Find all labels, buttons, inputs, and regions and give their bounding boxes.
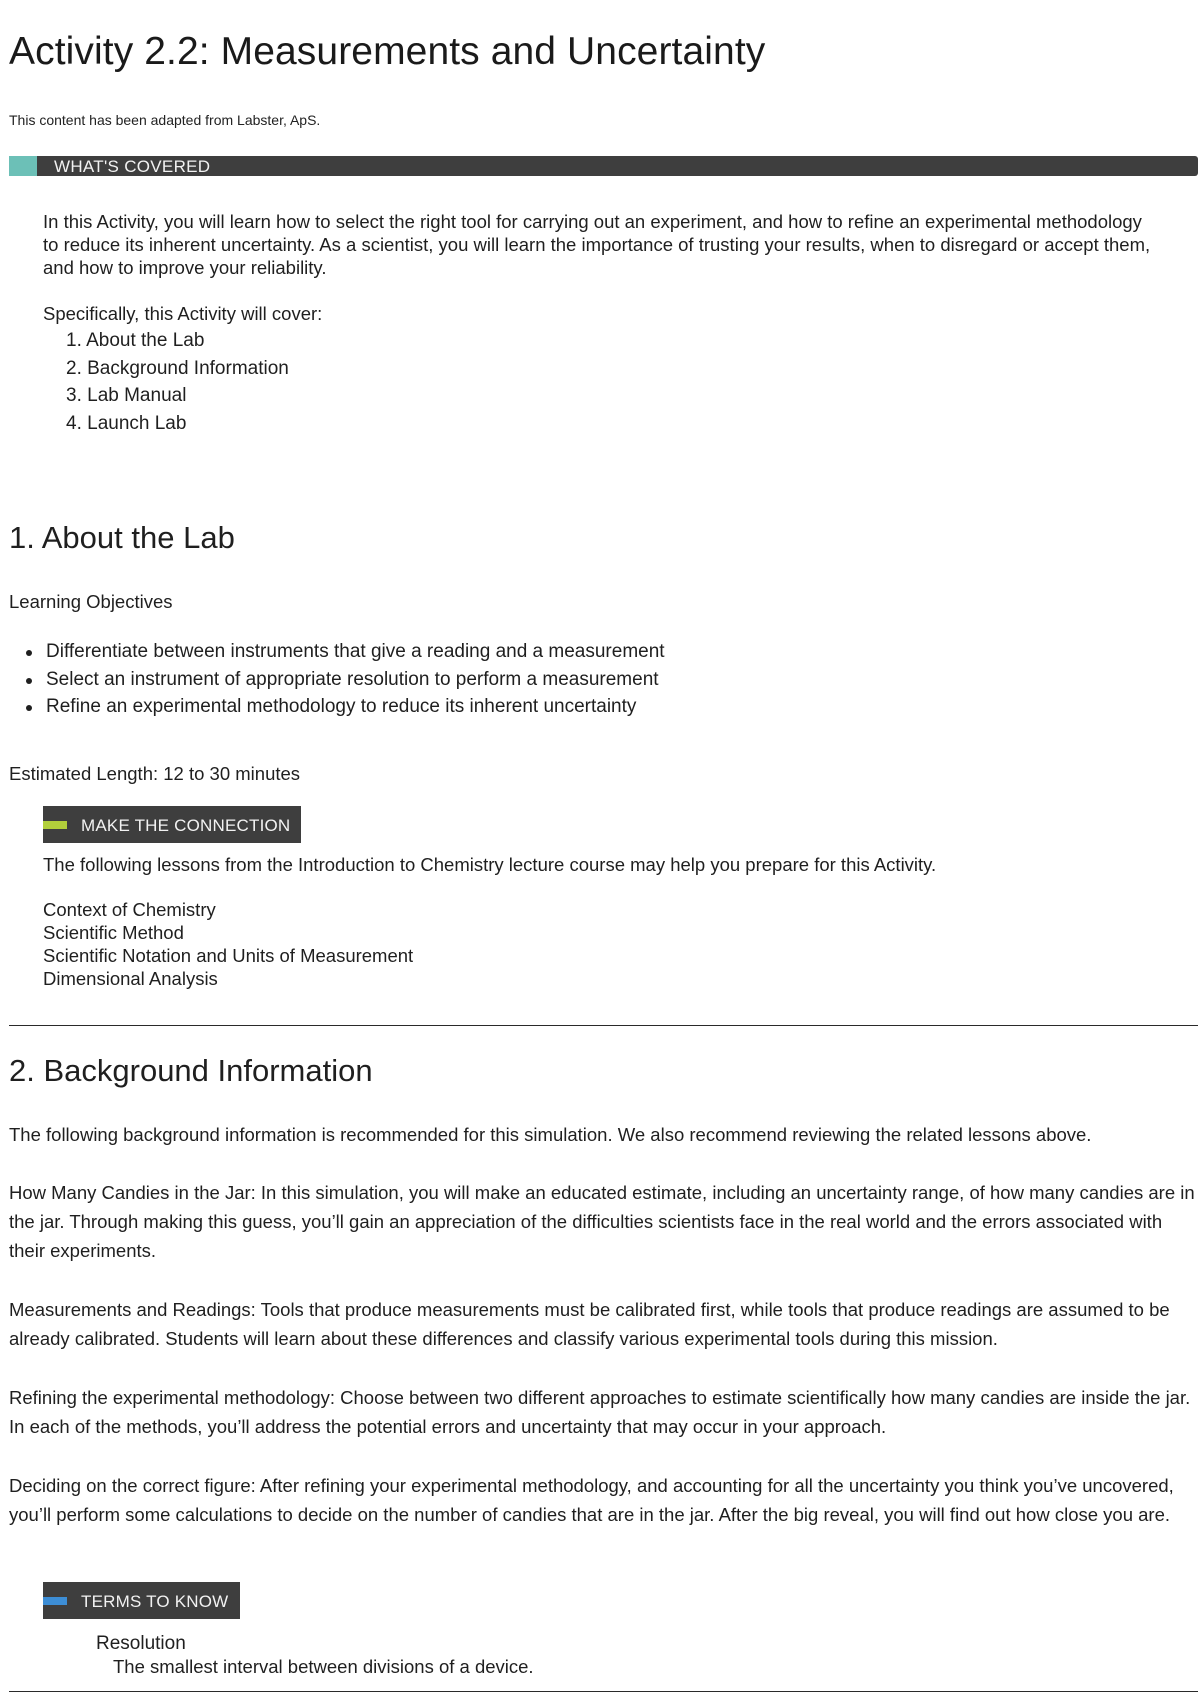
background-intro: The following background information is recommended for this simulation. We also recommend reviewing the related lessons above.	[9, 1124, 1092, 1145]
background-heading: 2. Background Information	[9, 1053, 373, 1088]
coverage-intro: Specifically, this Activity will cover:	[43, 303, 323, 324]
connection-accent	[43, 821, 67, 829]
lesson-item: Scientific Method	[43, 922, 184, 943]
terms-to-know-label: TERMS TO KNOW	[81, 1592, 229, 1611]
objective-text: Differentiate between instruments that give a reading and a measurement	[46, 641, 665, 662]
lesson-item: Scientific Notation and Units of Measurement	[43, 945, 414, 966]
background-paragraph: Measurements and Readings: Tools that produce measurements must be calibrated first, while tools that produce readings are assumed to be already calibrated. Students will learn about these differences and classify various experimental tools during this mission.	[9, 1299, 1170, 1349]
coverage-list	[66, 330, 289, 440]
related-lessons-list	[43, 899, 413, 991]
coverage-item: 4. Launch Lab	[66, 412, 187, 434]
about-lab-heading: 1. About the Lab	[9, 520, 235, 555]
objective-item	[46, 669, 665, 697]
bullet-icon	[26, 705, 32, 711]
page-title: Activity 2.2: Measurements and Uncertainty	[9, 30, 766, 73]
whats-covered-banner	[9, 156, 1198, 176]
learning-objectives-list	[46, 641, 665, 724]
content-credit: This content has been adapted from Labster, ApS.	[9, 112, 321, 128]
coverage-item: 2. Background Information	[66, 357, 289, 379]
lesson-item: Dimensional Analysis	[43, 968, 218, 989]
objective-item	[46, 696, 665, 724]
terms-to-know-badge	[43, 1582, 240, 1619]
activity-intro: In this Activity, you will learn how to select the right tool for carrying out an experiment, and how to refine an experimental methodology to reduce its inherent uncertainty. As a scientist, you will learn the importance of trusting your results, when to disregard or accept them, and how to improve your reliability.	[43, 211, 1151, 278]
background-paragraph: Deciding on the correct figure: After refining your experimental methodology, and accounting for all the uncertainty you think you’ve uncovered, you’ll perform some calculations to decide on the number of candies that are in the jar. After the big reveal, you will find out how close you are.	[9, 1475, 1174, 1525]
coverage-item: 3. Lab Manual	[66, 385, 187, 406]
objective-text: Refine an experimental methodology to reduce its inherent uncertainty	[46, 696, 637, 717]
connection-intro: The following lessons from the Introduction to Chemistry lecture course may help you prepare for this Activity.	[43, 854, 937, 875]
background-paragraph: How Many Candies in the Jar: In this simulation, you will make an educated estimate, including an uncertainty range, of how many candies are in the jar. Through making this guess, you’ll gain an appreciation of the difficulties scientists face in the real world and the errors associated with their experiments.	[9, 1182, 1195, 1261]
objective-item	[46, 641, 665, 669]
make-the-connection-label: MAKE THE CONNECTION	[81, 816, 291, 835]
background-paragraph: Refining the experimental methodology: Choose between two different approaches to estimate scientifically how many candies are inside the jar. In each of the methods, you’ll address the potential errors and uncertainty that may occur in your approach.	[9, 1387, 1191, 1437]
bullet-icon	[26, 678, 32, 684]
estimated-length: Estimated Length: 12 to 30 minutes	[9, 763, 301, 784]
section-divider	[9, 1025, 1198, 1026]
term-name: Resolution	[96, 1633, 186, 1654]
banner-accent	[9, 156, 37, 176]
term-definition: The smallest interval between divisions of a device.	[113, 1656, 534, 1677]
objective-text: Select an instrument of appropriate resolution to perform a measurement	[46, 668, 659, 690]
section-divider	[9, 1691, 1198, 1692]
bullet-icon	[26, 650, 32, 656]
whats-covered-label: WHAT'S COVERED	[54, 157, 211, 176]
lesson-item: Context of Chemistry	[43, 899, 216, 920]
coverage-item: 1. About the Lab	[66, 330, 205, 351]
make-the-connection-badge	[43, 806, 301, 843]
learning-objectives-title: Learning Objectives	[9, 591, 173, 612]
terms-accent	[43, 1597, 67, 1605]
